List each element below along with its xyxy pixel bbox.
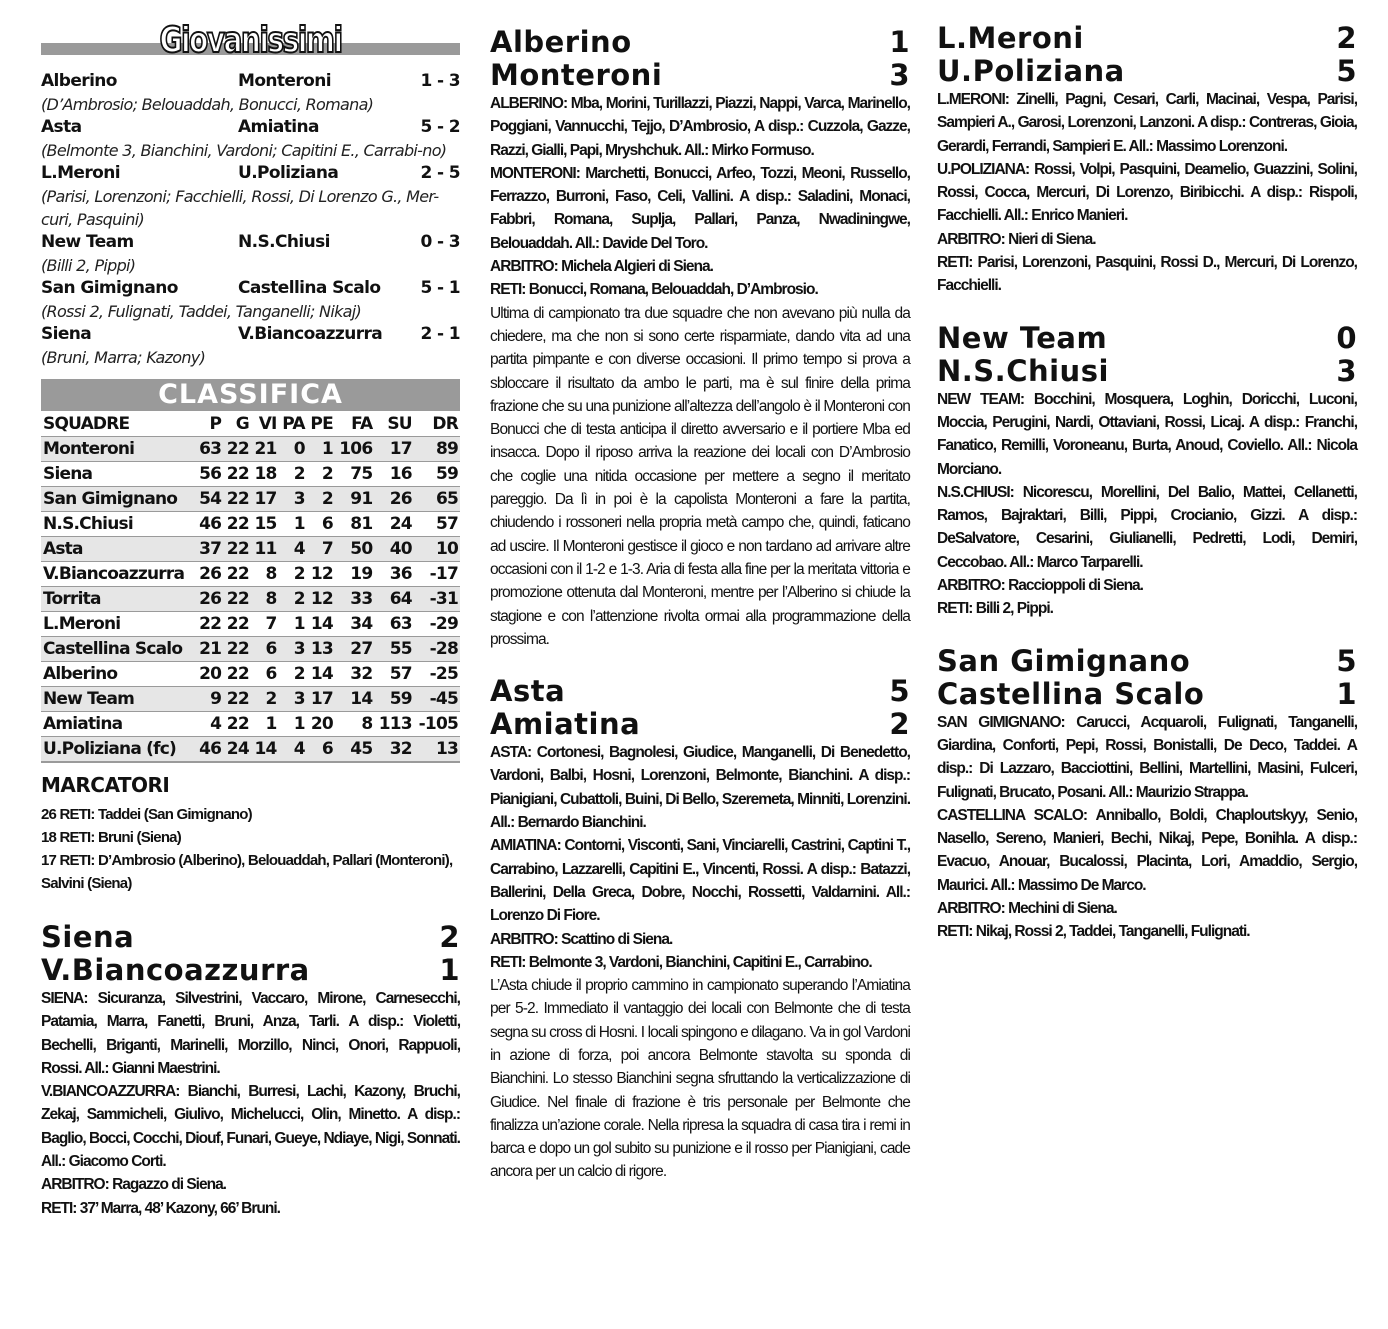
results-list	[41, 70, 460, 369]
standings-cell: 40	[374, 537, 413, 562]
result-away: Monteroni	[238, 71, 331, 91]
match-away-line	[937, 55, 1357, 88]
home-score: 5	[889, 674, 910, 709]
standings-cell: 63	[374, 612, 413, 637]
result-item	[41, 231, 460, 277]
away-team: U.Poliziana	[937, 54, 1125, 88]
standings-cell: 55	[374, 637, 413, 662]
arbitro: ARBITRO: Raccioppoli di Siena.	[937, 577, 1143, 595]
standings-cell: 22	[223, 662, 251, 687]
match-report: Ultima di campionato tra due squadre che non avevano più nulla da chiedere, ma che non si sono certe risparmiate, dando vita ad una partita pimpante e con diverse occasioni. Il primo tempo si prova a sbloccare il risultato da ambo le parti, ma è sul finire della prima frazione che su una punizione all’altezza dell’angolo è il Monteroni con Bonucci che di testa anticipa il diretto avversario e il portiere Mba ed insacca. Dopo il riposo arriva la reazione dei locali con D’Ambrosio che coglie una nitida occasione per mettere a segno il meritato pareggio. Da lì in poi è la capolista Monteroni a fare la partita, chiudendo i rossoneri nella propria metà campo che, quindi, faticano ad uscire. Il Monteroni gestisce il gioco e non tardano ad arrivare altre occasioni con il 1-2 e 1-3. Aria di festa alla fine per la meritata vittoria e promozione ottenuta dal Monteroni, mentre per l’Alberino si chiude la stagione e con l’attenzione rivolta ormai alla programmazione della prossima.	[490, 304, 910, 648]
standings-row	[41, 662, 460, 687]
standings-cell: 0	[279, 437, 307, 462]
standings-cell: 11	[251, 537, 279, 562]
standings-cell: -105	[414, 712, 460, 737]
standings-cell: 6	[251, 662, 279, 687]
standings-cell: 15	[251, 512, 279, 537]
standings-cell: 46	[195, 512, 223, 537]
reti: RETI: Billi 2, Pippi.	[937, 600, 1053, 618]
home-team: L.Meroni	[937, 21, 1084, 55]
away-lineup: U.POLIZIANA: Rossi, Volpi, Pasquini, Deamelio, Guazzini, Solini, Rossi, Cocca, Mercuri, Di Lorenzo, Biribicchi. A disp.: Rispoli, Facchielli. All.: Enrico Manieri.	[937, 160, 1357, 225]
standings-cell: 22	[223, 687, 251, 712]
standings-cell: 17	[251, 487, 279, 512]
col-header: SU	[387, 413, 412, 434]
home-lineup: SAN GIMIGNANO: Carucci, Acquaroli, Fulignati, Tanganelli, Giardina, Conforti, Pepi, Rossi, Bonistalli, De Deco, Taddei. A disp.: Di Lazzaro, Bacciottini, Bellini, Martellini, Masini, Fulceri, Fulignati, Brucato, Posani. All.: Maurizio Strappa.	[937, 713, 1357, 801]
standings-row	[41, 462, 460, 487]
standings-cell: 12	[307, 562, 335, 587]
standings-cell: 32	[335, 662, 374, 687]
result-home: Siena	[41, 324, 92, 344]
standings-cell: 32	[374, 737, 413, 763]
standings-cell: 91	[335, 487, 374, 512]
standings-cell: 54	[195, 487, 223, 512]
col-header: PA	[282, 413, 305, 434]
arbitro: ARBITRO: Scattino di Siena.	[490, 930, 673, 948]
standings-team: Asta	[41, 537, 195, 562]
away-team: Castellina Scalo	[937, 676, 1205, 711]
result-home: Asta	[41, 117, 82, 137]
col-header: G	[235, 413, 249, 434]
standings-cell: 6	[307, 512, 335, 537]
standings-cell: 1	[279, 612, 307, 637]
match-home-line	[937, 322, 1357, 355]
standings-cell: 2	[279, 587, 307, 612]
standings-cell: 4	[195, 712, 223, 737]
result-scorers: (Billi 2, Pippi)	[41, 256, 136, 275]
standings-cell: 18	[251, 462, 279, 487]
result-home: New Team	[41, 232, 134, 252]
home-score: 0	[1336, 320, 1357, 355]
col-header: DR	[432, 413, 458, 434]
home-lineup: SIENA: Sicuranza, Silvestrini, Vaccaro, Mirone, Carnesecchi, Patamia, Marra, Fanetti, Bruni, Anza, Tarli. A disp.: Violetti, Bechelli, Briganti, Marinelli, Morzillo, Ninci, Onori, Rappuoli, Rossi. All.: Gianni Maestrini.	[41, 990, 460, 1077]
arbitro: ARBITRO: Nieri di Siena.	[937, 230, 1096, 248]
standings-row	[41, 512, 460, 537]
standings-cell: 22	[223, 712, 251, 737]
standings-team: Torrita	[41, 587, 195, 612]
standings-cell: 1	[307, 437, 335, 462]
away-lineup: MONTERONI: Marchetti, Bonucci, Arfeo, Tozzi, Meoni, Russello, Ferrazzo, Burroni, Faso, Celi, Vallini. A disp.: Saladini, Monaci, Fabbri, Romana, Suplja, Pallari, Panza, Nwadiningwe, Belouaddah. All.: Davide Del Toro.	[490, 164, 910, 252]
standings-cell: 26	[195, 562, 223, 587]
standings-cell: 10	[414, 537, 460, 562]
standings-team: U.Poliziana (fc)	[41, 737, 195, 763]
standings-cell: 56	[195, 462, 223, 487]
standings-cell: 2	[279, 562, 307, 587]
standings-cell: 14	[251, 737, 279, 763]
standings-team: Siena	[41, 462, 195, 487]
away-lineup: N.S.CHIUSI: Nicorescu, Morellini, Del Balio, Mattei, Cellanetti, Ramos, Bajraktari, Billi, Pippi, Crocianio, Gizzi. A disp.: DeSalvatore, Cesarini, Giulianelli, Pedretti, Lodi, Demiri, Ceccobao. All.: Marco Tarparelli.	[937, 483, 1357, 571]
result-score: 0 - 3	[420, 232, 460, 252]
standings-cell: 1	[251, 712, 279, 737]
standings-cell: 22	[223, 587, 251, 612]
standings-cell: 22	[223, 637, 251, 662]
result-home: L.Meroni	[41, 163, 120, 183]
result-scorers: (Bruni, Marra; Kazony)	[41, 348, 206, 367]
col-header: PE	[310, 413, 333, 434]
result-away: V.Biancoazzurra	[238, 324, 383, 344]
away-lineup: CASTELLINA SCALO: Anniballo, Boldi, Chaploutskyy, Senio, Nasello, Sereno, Manieri, Bechi, Nikaj, Pepe, Bonihla. A disp.: Evacuo, Anouar, Bucalossi, Placinta, Lori, Amaddio, Sergio, Maurici. All.: Massimo De Marco.	[937, 806, 1357, 894]
standings-cell: 22	[223, 562, 251, 587]
standings-cell: 21	[251, 437, 279, 462]
standings-cell: 22	[223, 537, 251, 562]
standings-cell: 13	[414, 737, 460, 763]
reti: RETI: Nikaj, Rossi 2, Taddei, Tanganelli, Fulignati.	[937, 923, 1250, 941]
marcatori-title: MARCATORI	[41, 773, 170, 797]
standings-cell: 26	[195, 587, 223, 612]
standings-cell: 21	[195, 637, 223, 662]
result-item	[41, 277, 460, 323]
away-score: 5	[1336, 54, 1357, 88]
col-header: FA	[351, 413, 373, 434]
standings-cell: 6	[307, 737, 335, 763]
home-team: Asta	[490, 674, 566, 709]
standings-row	[41, 587, 460, 612]
match-away-line	[937, 678, 1357, 711]
reti: RETI: Bonucci, Romana, Belouaddah, D’Ambrosio.	[490, 281, 818, 299]
standings-cell: 59	[374, 687, 413, 712]
column-right	[937, 22, 1357, 964]
standings-cell: 2	[307, 487, 335, 512]
standings-team: Monteroni	[41, 437, 195, 462]
standings-cell: 20	[195, 662, 223, 687]
col-header: P	[209, 413, 222, 434]
home-score: 5	[1336, 643, 1357, 678]
standings-cell: 22	[223, 437, 251, 462]
match-away-line	[490, 708, 910, 741]
result-item	[41, 70, 460, 116]
home-lineup: NEW TEAM: Bocchini, Mosquera, Loghin, Doricchi, Luconi, Moccia, Perugini, Nardi, Ottaviani, Rossi, Licaj. A disp.: Franchi, Fanatico, Remilli, Voroneanu, Burta, Anoud, Coviello. All.: Nicola Morciano.	[937, 390, 1357, 478]
result-score: 1 - 3	[420, 71, 460, 91]
match-alberino	[490, 26, 910, 651]
standings-cell: 6	[251, 637, 279, 662]
standings-cell: 13	[307, 637, 335, 662]
standings-cell: 16	[374, 462, 413, 487]
standings-cell: 36	[374, 562, 413, 587]
standings-cell: 57	[374, 662, 413, 687]
standings-cell: 64	[374, 587, 413, 612]
result-home: San Gimignano	[41, 278, 178, 298]
standings-cell: -28	[414, 637, 460, 662]
standings-header-row	[41, 411, 460, 437]
standings-team: Castellina Scalo	[41, 637, 195, 662]
standings-cell: 7	[307, 537, 335, 562]
result-item	[41, 116, 460, 162]
result-scorers: (Belmonte 3, Bianchini, Vardoni; Capitini E., Carrabi-no)	[41, 141, 447, 160]
standings-cell: 3	[279, 487, 307, 512]
banner-title: Giovanissimi	[159, 20, 342, 61]
standings-cell: 8	[251, 587, 279, 612]
marcatori-line: 17 RETI: D’Ambrosio (Alberino), Belouaddah, Pallari (Monteroni), Salvini (Siena)	[41, 852, 453, 892]
standings-cell: -45	[414, 687, 460, 712]
reti: RETI: 37’ Marra, 48’ Kazony, 66’ Bruni.	[41, 1199, 280, 1217]
standings-team: N.S.Chiusi	[41, 512, 195, 537]
standings-cell: -31	[414, 587, 460, 612]
result-home: Alberino	[41, 71, 117, 91]
match-home-line	[490, 26, 910, 59]
result-away: Castellina Scalo	[238, 278, 381, 298]
standings-cell: 89	[414, 437, 460, 462]
standings-cell: 34	[335, 612, 374, 637]
col-header: VI	[258, 413, 277, 434]
standings-cell: 113	[374, 712, 413, 737]
classifica-title: CLASSIFICA	[158, 379, 343, 410]
marcatori-line: 26 RETI: Taddei (San Gimignano)	[41, 806, 252, 823]
standings-cell: 106	[335, 437, 374, 462]
col-header: SQUADRE	[43, 413, 130, 434]
match-away-line	[490, 59, 910, 92]
away-score: 3	[889, 58, 910, 92]
standings-cell: 14	[307, 612, 335, 637]
standings-cell: 22	[223, 462, 251, 487]
arbitro: ARBITRO: Michela Algieri di Siena.	[490, 258, 713, 276]
standings-cell: 12	[307, 587, 335, 612]
result-scorers: (D’Ambrosio; Belouaddah, Bonucci, Romana)	[41, 95, 374, 114]
standings-cell: 8	[335, 712, 374, 737]
standings-cell: -25	[414, 662, 460, 687]
arbitro: ARBITRO: Mechini di Siena.	[937, 900, 1117, 918]
away-lineup: V.BIANCOAZZURRA: Bianchi, Burresi, Lachi, Kazony, Bruchi, Zekaj, Sammicheli, Giulivo, Michelucci, Olin, Minetto. A disp.: Baglio, Bocci, Cocchi, Diouf, Funari, Gueye, Ndiaye, Nigi, Sonnati. All.: Giacomo Corti.	[41, 1083, 460, 1171]
column-left	[41, 22, 460, 1240]
away-team: Monteroni	[490, 58, 663, 92]
match-sangimignano	[937, 645, 1357, 944]
match-lmeroni	[937, 22, 1357, 298]
standings-cell: 50	[335, 537, 374, 562]
standings-cell: 65	[414, 487, 460, 512]
standings-team: L.Meroni	[41, 612, 195, 637]
standings-cell: 2	[307, 462, 335, 487]
standings-cell: 2	[279, 662, 307, 687]
standings-cell: 4	[279, 737, 307, 763]
standings-cell: 22	[223, 487, 251, 512]
standings-cell: 24	[374, 512, 413, 537]
standings-cell: 17	[374, 437, 413, 462]
match-newteam	[937, 322, 1357, 621]
home-team: Alberino	[490, 25, 632, 59]
standings-team: New Team	[41, 687, 195, 712]
match-home-line	[490, 675, 910, 708]
standings-cell: 75	[335, 462, 374, 487]
standings-row	[41, 537, 460, 562]
home-lineup: ASTA: Cortonesi, Bagnolesi, Giudice, Manganelli, Di Benedetto, Vardoni, Balbi, Hosni, Lorenzoni, Belmonte, Bianchini. A disp.: Pianigiani, Cubattoli, Buini, Di Bello, Szeremeta, Minniti, Lorenzini. All.: Bernardo Bianchini.	[490, 744, 910, 832]
home-score: 2	[439, 920, 460, 954]
match-home-line	[937, 645, 1357, 678]
marcatori-line: 18 RETI: Bruni (Siena)	[41, 829, 181, 846]
standings-cell: 22	[223, 512, 251, 537]
away-score: 2	[889, 707, 910, 742]
result-away: U.Poliziana	[238, 163, 339, 183]
result-scorers: (Parisi, Lorenzoni; Facchielli, Rossi, Di Lorenzo G., Mer-curi, Pasquini)	[41, 187, 439, 229]
standings-cell: 33	[335, 587, 374, 612]
standings-row	[41, 687, 460, 712]
standings-team: San Gimignano	[41, 487, 195, 512]
standings-cell: 8	[251, 562, 279, 587]
standings-team: Alberino	[41, 662, 195, 687]
result-item	[41, 162, 460, 231]
result-score: 2 - 1	[420, 324, 460, 344]
match-away-line	[937, 355, 1357, 388]
standings-cell: 14	[335, 687, 374, 712]
standings-row	[41, 712, 460, 737]
reti: RETI: Belmonte 3, Vardoni, Bianchini, Capitini E., Carrabino.	[490, 953, 872, 971]
standings-row	[41, 437, 460, 462]
match-report: L’Asta chiude il proprio cammino in campionato superando l’Amiatina per 5-2. Immediato il vantaggio dei locali con Belmonte che di testa segna su cross di Hosni. I locali spingono e dilagano. Va in gol Vardoni in azione di forza, poi ancora Belmonte stavolta su sponda di Bianchini. Lo stesso Bianchini segna sfruttando la verticalizzazione di Giudice. Nel finale di frazione è tris personale per Belmonte che finalizza un’azione corale. Nella ripresa la squadra di casa tira i remi in barca e dopo un gol subito su punizione e il rosso per Pianigiani, cade ancora per un calcio di rigore.	[490, 977, 910, 1181]
standings-cell: 20	[307, 712, 335, 737]
away-team: V.Biancoazzurra	[41, 953, 310, 987]
away-score: 1	[1336, 676, 1357, 711]
standings-cell: 7	[251, 612, 279, 637]
standings-cell: 81	[335, 512, 374, 537]
standings-cell: 1	[279, 512, 307, 537]
away-lineup: AMIATINA: Contorni, Visconti, Sani, Vinciarelli, Castrini, Captini T., Carrabino, Lazzarelli, Capitini E., Vincenti, Rossi. A disp.: Batazzi, Ballerini, Della Greca, Dobre, Nocchi, Rossetti, Valdarnini. All.: Lorenzo Di Fiore.	[490, 837, 910, 925]
standings-cell: 46	[195, 737, 223, 763]
standings-cell: 4	[279, 537, 307, 562]
standings-cell: 57	[414, 512, 460, 537]
away-score: 3	[1336, 353, 1357, 388]
home-score: 2	[1336, 21, 1357, 55]
home-lineup: ALBERINO: Mba, Morini, Turillazzi, Piazzi, Nappi, Varca, Marinello, Poggiani, Vannucchi, Tejjo, D’Ambrosio, A disp.: Cuzzola, Gazze, Razzi, Gialli, Papi, Mryshchuk. All.: Mirko Formuso.	[490, 95, 910, 159]
standings-cell: 63	[195, 437, 223, 462]
away-team: Amiatina	[490, 707, 641, 742]
standings-cell: 24	[223, 737, 251, 763]
result-away: N.S.Chiusi	[238, 232, 330, 252]
standings-cell: 2	[279, 462, 307, 487]
standings-cell: 19	[335, 562, 374, 587]
standings-cell: 14	[307, 662, 335, 687]
result-score: 2 - 5	[420, 163, 460, 183]
standings-table	[41, 411, 460, 763]
standings-cell: 3	[279, 637, 307, 662]
standings-row	[41, 612, 460, 637]
standings-cell: 27	[335, 637, 374, 662]
standings-team: Amiatina	[41, 712, 195, 737]
result-item	[41, 323, 460, 369]
standings-cell: 22	[223, 612, 251, 637]
standings-team: V.Biancoazzurra	[41, 562, 195, 587]
standings-cell: 1	[279, 712, 307, 737]
arbitro: ARBITRO: Ragazzo di Siena.	[41, 1176, 226, 1194]
standings-row	[41, 487, 460, 512]
match-home-line	[937, 22, 1357, 55]
result-scorers: (Rossi 2, Fulignati, Taddei, Tanganelli; Nikaj)	[41, 302, 362, 321]
standings-cell: 26	[374, 487, 413, 512]
column-middle	[490, 26, 910, 1204]
match-asta	[490, 675, 910, 1184]
standings-row	[41, 637, 460, 662]
reti: RETI: Parisi, Lorenzoni, Pasquini, Rossi D., Mercuri, Di Lorenzo, Facchielli.	[937, 254, 1357, 295]
match-away-line	[41, 954, 460, 987]
giovanissimi-banner	[41, 22, 460, 62]
standings-cell: 9	[195, 687, 223, 712]
home-team: San Gimignano	[937, 643, 1191, 678]
standings-row	[41, 737, 460, 763]
away-score: 1	[439, 953, 460, 987]
match-home-line	[41, 921, 460, 954]
match-siena	[41, 921, 460, 1220]
standings-cell: -29	[414, 612, 460, 637]
home-team: Siena	[41, 920, 135, 954]
classifica-banner	[41, 379, 460, 411]
home-score: 1	[889, 25, 910, 59]
standings-cell: 22	[195, 612, 223, 637]
result-score: 5 - 1	[420, 278, 460, 298]
standings-cell: -17	[414, 562, 460, 587]
result-score: 5 - 2	[420, 117, 460, 137]
standings-cell: 3	[279, 687, 307, 712]
standings-cell: 59	[414, 462, 460, 487]
standings-row	[41, 562, 460, 587]
standings-cell: 45	[335, 737, 374, 763]
standings-cell: 2	[251, 687, 279, 712]
result-away: Amiatina	[238, 117, 319, 137]
standings-cell: 37	[195, 537, 223, 562]
home-team: New Team	[937, 320, 1108, 355]
away-team: N.S.Chiusi	[937, 353, 1109, 388]
home-lineup: L.MERONI: Zinelli, Pagni, Cesari, Carli, Macinai, Vespa, Parisi, Sampieri A., Garosi, Lorenzoni, Lanzoni. A disp.: Contreras, Gioia, Gerardi, Ferrandi, Sampieri E. All.: Massimo Lorenzoni.	[937, 91, 1357, 155]
standings-cell: 17	[307, 687, 335, 712]
